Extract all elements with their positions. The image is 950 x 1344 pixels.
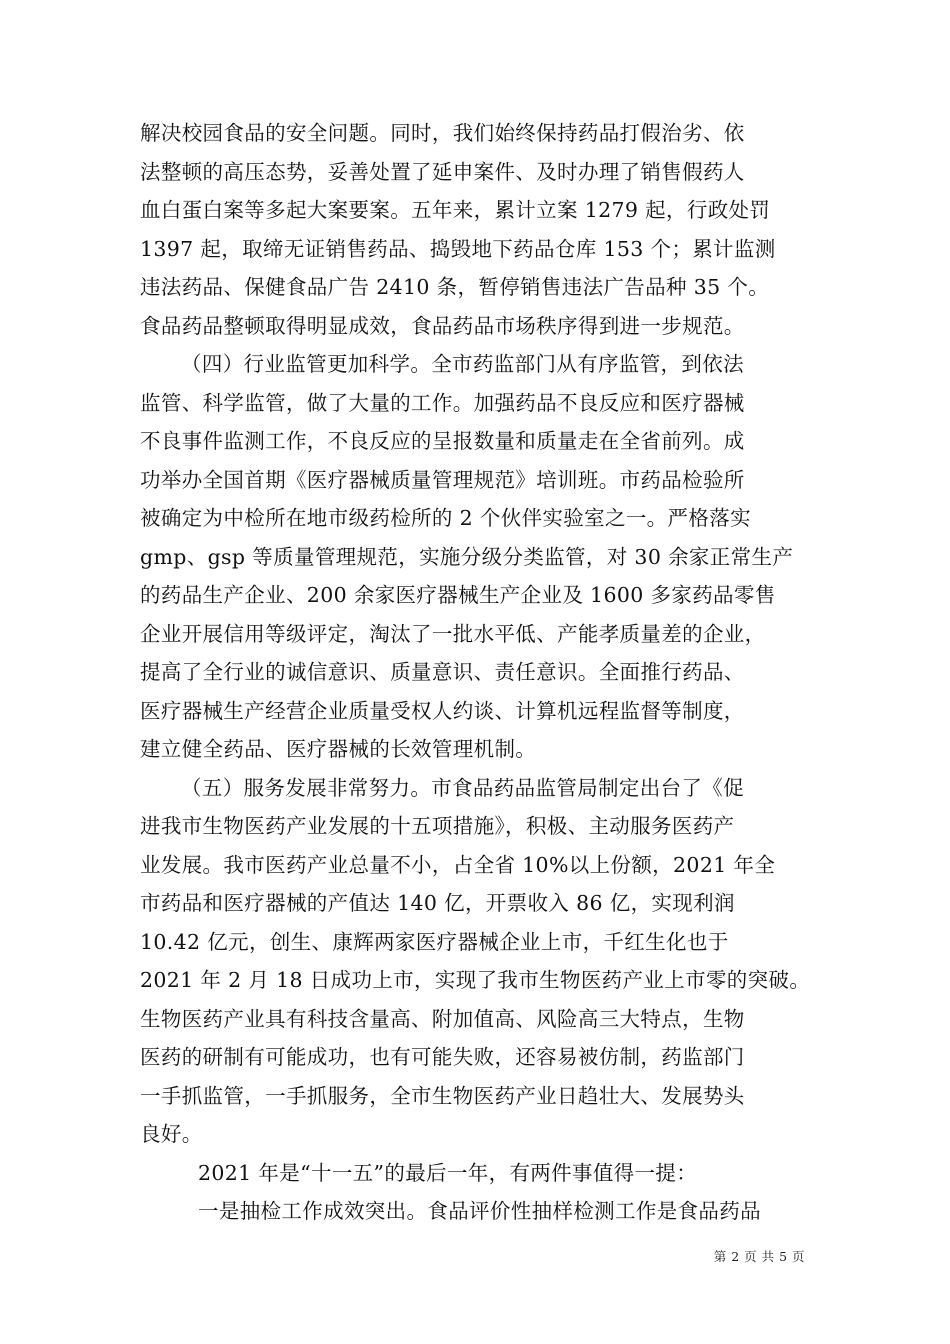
- paragraph-intro: 2021 年是“十一五”的最后一年，有两件事值得一提：: [198, 1160, 698, 1185]
- text-line: 建立健全药品、医疗器械的长效管理机制。: [140, 737, 537, 761]
- text-line: 解决校园食品的安全问题。同时，我们始终保持药品打假治劣、依: [140, 121, 745, 145]
- text-line: 2021 年 2 月 18 日成功上市，实现了我市生物医药产业上市零的突破。: [140, 968, 811, 992]
- text-line: 功举办全国首期《医疗器械质量管理规范》培训班。市药品检验所: [140, 467, 745, 492]
- text-line: gmp、gsp 等质量管理规范，实施分级分类监管，对 30 余家正常生产: [140, 544, 794, 569]
- text-line: 市药品和医疗器械的产值达 140 亿，开票收入 86 亿，实现利润: [140, 891, 735, 915]
- text-line: 的药品生产企业、200 余家医疗器械生产企业及 1600 多家药品零售: [140, 583, 776, 607]
- paragraph-item-1: 一是抽检工作成效突出。食品评价性抽样检测工作是食品药品: [198, 1199, 761, 1223]
- text-line: 业发展。我市医药产业总量不小，占全省 10%以上份额，2021 年全: [140, 852, 776, 877]
- text-line: 监管、科学监管，做了大量的工作。加强药品不良反应和医疗器械: [140, 390, 745, 415]
- page-number-footer: 第 2 页 共 5 页: [713, 1249, 805, 1264]
- text-line: 1397 起，取缔无证销售药品、捣毁地下药品仓库 153 个；累计监测: [140, 236, 776, 261]
- text-line: 医药的研制有可能成功，也有可能失败，还容易被仿制，药监部门: [140, 1045, 745, 1069]
- paragraph-heading-5: （五）服务发展非常努力。市食品药品监管局制定出台了《促: [181, 775, 744, 800]
- text-line: 不良事件监测工作，不良反应的呈报数量和质量走在全省前列。成: [140, 429, 745, 453]
- text-line: 医疗器械生产经营企业质量受权人约谈、计算机远程监督等制度，: [140, 698, 745, 723]
- text-line: 企业开展信用等级评定，淘汰了一批水平低、产能孝质量差的企业，: [140, 621, 766, 646]
- text-line: 被确定为中检所在地市级药检所的 2 个伙伴实验室之一。严格落实: [140, 506, 751, 530]
- text-line: 一手抓监管，一手抓服务，全市生物医药产业日趋壮大、发展势头: [140, 1083, 745, 1108]
- text-line: 血白蛋白案等多起大案要案。五年来，累计立案 1279 起，行政处罚: [140, 198, 771, 222]
- text-line: 违法药品、保健食品广告 2410 条，暂停销售违法广告品种 35 个。: [140, 275, 770, 299]
- text-line: 进我市生物医药产业发展的十五项措施》，积极、主动服务医药产: [140, 814, 735, 838]
- paragraph-heading-4: （四）行业监管更加科学。全市药监部门从有序监管，到依法: [181, 352, 744, 376]
- text-line: 良好。: [140, 1122, 203, 1146]
- text-line: 生物医药产业具有科技含量高、附加值高、风险高三大特点，生物: [140, 1006, 745, 1031]
- text-line: 食品药品整顿取得明显成效，食品药品市场秩序得到进一步规范。: [140, 313, 745, 338]
- text-line: 法整顿的高压态势，妥善处置了延申案件、及时办理了销售假药人: [140, 159, 745, 184]
- document-body: [140, 114, 820, 1231]
- text-line: 提高了全行业的诚信意识、质量意识、责任意识。全面推行药品、: [140, 660, 745, 684]
- text-line: 10.42 亿元，创生、康辉两家医疗器械企业上市，千红生化也于: [140, 929, 729, 954]
